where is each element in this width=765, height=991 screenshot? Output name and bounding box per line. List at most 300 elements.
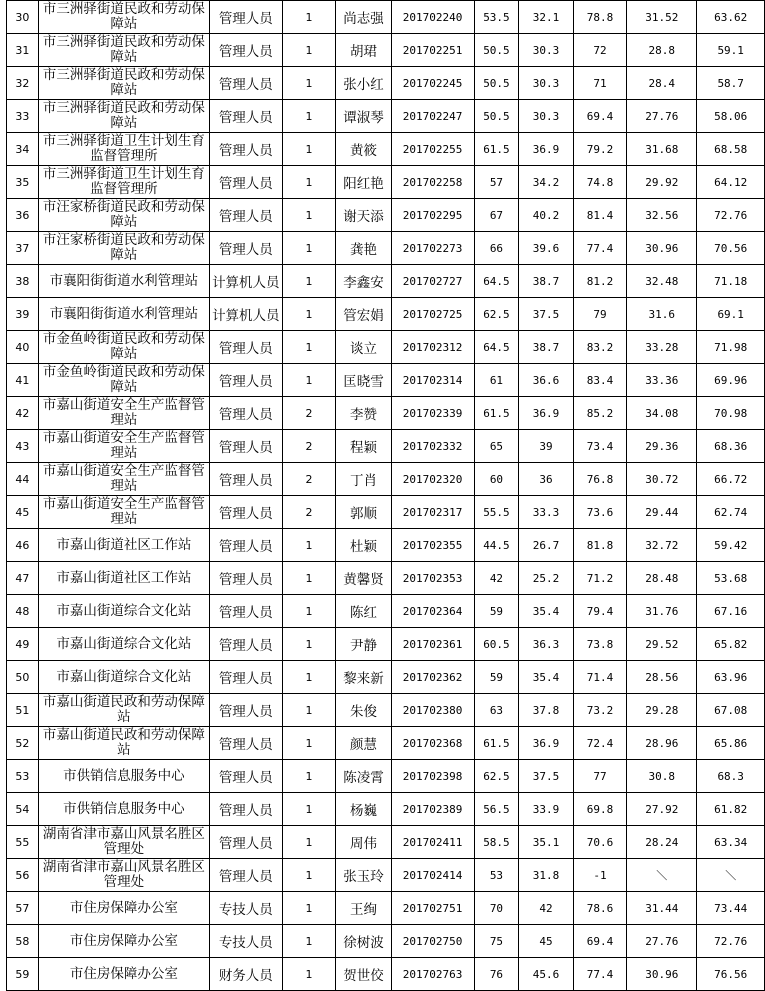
total-score: 70.56: [697, 232, 765, 265]
total-score: 63.62: [697, 1, 765, 34]
table-row: [7, 430, 765, 463]
written-weighted: 26.7: [519, 529, 573, 562]
interview-weighted: 34.08: [627, 397, 697, 430]
candidate-name: 张玉玲: [336, 859, 391, 892]
ticket-number: 201702258: [391, 166, 474, 199]
post-name: 计算机人员: [210, 298, 282, 331]
candidate-name: 郭顺: [336, 496, 391, 529]
candidate-name: 李赞: [336, 397, 391, 430]
written-weighted: 35.4: [519, 595, 573, 628]
ticket-number: 201702750: [391, 925, 474, 958]
interview-score: 73.2: [573, 694, 627, 727]
row-number: 48: [7, 595, 39, 628]
table-row: [7, 67, 765, 100]
interview-weighted: 28.48: [627, 562, 697, 595]
interview-weighted: 33.36: [627, 364, 697, 397]
total-score: 71.98: [697, 331, 765, 364]
ticket-number: 201702353: [391, 562, 474, 595]
candidate-name: 张小红: [336, 67, 391, 100]
total-score: 68.36: [697, 430, 765, 463]
interview-score: 79.4: [573, 595, 627, 628]
table-row: [7, 760, 765, 793]
row-number: 54: [7, 793, 39, 826]
row-number: 51: [7, 694, 39, 727]
written-score: 60.5: [474, 628, 519, 661]
table-row: [7, 232, 765, 265]
table-row: [7, 958, 765, 991]
written-weighted: 25.2: [519, 562, 573, 595]
ticket-number: 201702251: [391, 34, 474, 67]
written-score: 59: [474, 595, 519, 628]
unit-name: 市三洲驿街道民政和劳动保障站: [38, 34, 209, 67]
interview-score: 78.6: [573, 892, 627, 925]
post-name: 管理人员: [210, 826, 282, 859]
written-score: 65: [474, 430, 519, 463]
row-number: 52: [7, 727, 39, 760]
interview-score: 78.8: [573, 1, 627, 34]
interview-score: 73.4: [573, 430, 627, 463]
post-name: 管理人员: [210, 34, 282, 67]
total-score: 61.82: [697, 793, 765, 826]
ticket-number: 201702314: [391, 364, 474, 397]
unit-name: 市嘉山街道安全生产监督管理站: [38, 496, 209, 529]
total-score: 69.96: [697, 364, 765, 397]
unit-name: 市嘉山街道安全生产监督管理站: [38, 430, 209, 463]
written-score: 50.5: [474, 67, 519, 100]
written-weighted: 36.3: [519, 628, 573, 661]
unit-name: 市三洲驿街道民政和劳动保障站: [38, 1, 209, 34]
ticket-number: 201702411: [391, 826, 474, 859]
interview-score: 81.2: [573, 265, 627, 298]
interview-score: 81.8: [573, 529, 627, 562]
written-score: 63: [474, 694, 519, 727]
candidate-name: 谭淑琴: [336, 100, 391, 133]
interview-score: 71.4: [573, 661, 627, 694]
total-score: 58.06: [697, 100, 765, 133]
unit-name: 市嘉山街道综合文化站: [38, 595, 209, 628]
interview-score: 73.6: [573, 496, 627, 529]
table-row: [7, 1, 765, 34]
interview-score: 69.8: [573, 793, 627, 826]
row-number: 59: [7, 958, 39, 991]
written-weighted: 42: [519, 892, 573, 925]
interview-weighted: 31.52: [627, 1, 697, 34]
table-row: [7, 562, 765, 595]
total-score: 53.68: [697, 562, 765, 595]
table-row: [7, 364, 765, 397]
unit-name: 市嘉山街道综合文化站: [38, 628, 209, 661]
table-row: [7, 166, 765, 199]
written-score: 56.5: [474, 793, 519, 826]
interview-weighted: 28.96: [627, 727, 697, 760]
row-number: 56: [7, 859, 39, 892]
unit-name: 市供销信息服务中心: [38, 760, 209, 793]
ticket-number: 201702332: [391, 430, 474, 463]
post-name: 专技人员: [210, 925, 282, 958]
row-number: 30: [7, 1, 39, 34]
total-score: 68.3: [697, 760, 765, 793]
post-name: 管理人员: [210, 199, 282, 232]
table-row: [7, 529, 765, 562]
unit-name: 市供销信息服务中心: [38, 793, 209, 826]
interview-score: 83.4: [573, 364, 627, 397]
written-weighted: 45.6: [519, 958, 573, 991]
table-row: [7, 331, 765, 364]
written-weighted: 37.5: [519, 298, 573, 331]
written-weighted: 35.4: [519, 661, 573, 694]
unit-name: 市金鱼岭街道民政和劳动保障站: [38, 364, 209, 397]
interview-score: 74.8: [573, 166, 627, 199]
recruit-plan: 1: [282, 232, 336, 265]
written-score: 50.5: [474, 34, 519, 67]
unit-name: 市汪家桥街道民政和劳动保障站: [38, 199, 209, 232]
interview-score: 73.8: [573, 628, 627, 661]
total-score: 67.16: [697, 595, 765, 628]
interview-weighted: 28.56: [627, 661, 697, 694]
interview-weighted: 33.28: [627, 331, 697, 364]
recruit-plan: 1: [282, 265, 336, 298]
total-score: 76.56: [697, 958, 765, 991]
interview-weighted: 27.76: [627, 925, 697, 958]
row-number: 42: [7, 397, 39, 430]
unit-name: 市嘉山街道综合文化站: [38, 661, 209, 694]
interview-weighted: 32.72: [627, 529, 697, 562]
table-row: [7, 265, 765, 298]
interview-weighted: 29.44: [627, 496, 697, 529]
written-score: 58.5: [474, 826, 519, 859]
ticket-number: 201702727: [391, 265, 474, 298]
table-row: [7, 694, 765, 727]
table-row: [7, 793, 765, 826]
written-weighted: 38.7: [519, 331, 573, 364]
written-weighted: 33.9: [519, 793, 573, 826]
table-body: [7, 1, 765, 991]
written-score: 62.5: [474, 760, 519, 793]
recruit-plan: 1: [282, 364, 336, 397]
recruit-plan: 1: [282, 298, 336, 331]
candidate-name: 朱俊: [336, 694, 391, 727]
ticket-number: 201702389: [391, 793, 474, 826]
table-row: [7, 595, 765, 628]
row-number: 53: [7, 760, 39, 793]
recruit-plan: 1: [282, 760, 336, 793]
row-number: 43: [7, 430, 39, 463]
interview-score: -1: [573, 859, 627, 892]
recruit-plan: 1: [282, 727, 336, 760]
post-name: 管理人员: [210, 562, 282, 595]
candidate-name: 匡晓雪: [336, 364, 391, 397]
interview-weighted: 31.76: [627, 595, 697, 628]
row-number: 32: [7, 67, 39, 100]
written-score: 50.5: [474, 100, 519, 133]
written-weighted: 36.9: [519, 397, 573, 430]
interview-weighted: 28.8: [627, 34, 697, 67]
candidate-name: 黄筱: [336, 133, 391, 166]
written-weighted: 36.9: [519, 727, 573, 760]
post-name: 财务人员: [210, 958, 282, 991]
row-number: 37: [7, 232, 39, 265]
candidate-name: 黄馨贤: [336, 562, 391, 595]
interview-weighted: 31.44: [627, 892, 697, 925]
post-name: 管理人员: [210, 793, 282, 826]
written-weighted: 30.3: [519, 34, 573, 67]
recruit-plan: 1: [282, 859, 336, 892]
recruit-plan: 1: [282, 1, 336, 34]
post-name: 管理人员: [210, 232, 282, 265]
written-weighted: 31.8: [519, 859, 573, 892]
interview-score: 70.6: [573, 826, 627, 859]
written-score: 53: [474, 859, 519, 892]
written-weighted: 33.3: [519, 496, 573, 529]
written-weighted: 32.1: [519, 1, 573, 34]
interview-score: 77.4: [573, 958, 627, 991]
interview-score: 69.4: [573, 925, 627, 958]
recruit-plan: 1: [282, 67, 336, 100]
post-name: 管理人员: [210, 67, 282, 100]
recruit-plan: 1: [282, 562, 336, 595]
interview-weighted: 32.48: [627, 265, 697, 298]
unit-name: 市嘉山街道安全生产监督管理站: [38, 397, 209, 430]
recruit-plan: 1: [282, 958, 336, 991]
interview-weighted: 30.8: [627, 760, 697, 793]
written-weighted: 36: [519, 463, 573, 496]
written-weighted: 35.1: [519, 826, 573, 859]
table-row: [7, 496, 765, 529]
written-score: 57: [474, 166, 519, 199]
written-weighted: 36.6: [519, 364, 573, 397]
ticket-number: 201702364: [391, 595, 474, 628]
table-row: [7, 727, 765, 760]
interview-weighted: 28.4: [627, 67, 697, 100]
written-weighted: 30.3: [519, 100, 573, 133]
interview-weighted: 28.24: [627, 826, 697, 859]
written-weighted: 38.7: [519, 265, 573, 298]
candidate-name: 龚艳: [336, 232, 391, 265]
interview-score: 83.2: [573, 331, 627, 364]
recruit-plan: 2: [282, 397, 336, 430]
written-score: 75: [474, 925, 519, 958]
interview-weighted: ＼: [627, 859, 697, 892]
post-name: 管理人员: [210, 628, 282, 661]
row-number: 40: [7, 331, 39, 364]
interview-score: 79: [573, 298, 627, 331]
candidate-name: 徐树波: [336, 925, 391, 958]
interview-score: 77: [573, 760, 627, 793]
recruit-plan: 1: [282, 133, 336, 166]
written-score: 66: [474, 232, 519, 265]
unit-name: 湖南省津市嘉山风景名胜区管理处: [38, 826, 209, 859]
candidate-name: 颜慧: [336, 727, 391, 760]
row-number: 31: [7, 34, 39, 67]
ticket-number: 201702247: [391, 100, 474, 133]
candidate-name: 杨巍: [336, 793, 391, 826]
candidate-name: 李鑫安: [336, 265, 391, 298]
unit-name: 市汪家桥街道民政和劳动保障站: [38, 232, 209, 265]
total-score: 58.7: [697, 67, 765, 100]
total-score: 67.08: [697, 694, 765, 727]
written-score: 64.5: [474, 265, 519, 298]
total-score: 71.18: [697, 265, 765, 298]
table-row: [7, 397, 765, 430]
ticket-number: 201702368: [391, 727, 474, 760]
interview-weighted: 29.28: [627, 694, 697, 727]
table-row: [7, 133, 765, 166]
written-score: 61: [474, 364, 519, 397]
row-number: 57: [7, 892, 39, 925]
total-score: 72.76: [697, 199, 765, 232]
ticket-number: 201702380: [391, 694, 474, 727]
row-number: 38: [7, 265, 39, 298]
ticket-number: 201702362: [391, 661, 474, 694]
ticket-number: 201702751: [391, 892, 474, 925]
interview-score: 77.4: [573, 232, 627, 265]
recruit-plan: 1: [282, 892, 336, 925]
post-name: 管理人员: [210, 694, 282, 727]
row-number: 34: [7, 133, 39, 166]
written-score: 55.5: [474, 496, 519, 529]
candidate-name: 程颖: [336, 430, 391, 463]
table-row: [7, 34, 765, 67]
unit-name: 市嘉山街道民政和劳动保障站: [38, 727, 209, 760]
unit-name: 市嘉山街道民政和劳动保障站: [38, 694, 209, 727]
candidate-name: 周伟: [336, 826, 391, 859]
row-number: 33: [7, 100, 39, 133]
written-score: 59: [474, 661, 519, 694]
candidate-name: 黎来新: [336, 661, 391, 694]
ticket-number: 201702320: [391, 463, 474, 496]
post-name: 管理人员: [210, 1, 282, 34]
post-name: 管理人员: [210, 430, 282, 463]
candidate-name: 管宏娟: [336, 298, 391, 331]
total-score: 68.58: [697, 133, 765, 166]
recruit-plan: 1: [282, 661, 336, 694]
interview-weighted: 27.76: [627, 100, 697, 133]
interview-score: 71.2: [573, 562, 627, 595]
written-score: 61.5: [474, 133, 519, 166]
row-number: 45: [7, 496, 39, 529]
unit-name: 市住房保障办公室: [38, 925, 209, 958]
recruit-plan: 1: [282, 199, 336, 232]
recruit-plan: 1: [282, 628, 336, 661]
total-score: 69.1: [697, 298, 765, 331]
candidate-name: 谈立: [336, 331, 391, 364]
recruit-plan: 1: [282, 793, 336, 826]
interview-weighted: 32.56: [627, 199, 697, 232]
total-score: ＼: [697, 859, 765, 892]
candidate-name: 杜颖: [336, 529, 391, 562]
candidate-name: 阳红艳: [336, 166, 391, 199]
post-name: 管理人员: [210, 364, 282, 397]
table-row: [7, 826, 765, 859]
candidate-name: 陈凌霄: [336, 760, 391, 793]
ticket-number: 201702763: [391, 958, 474, 991]
interview-score: 69.4: [573, 100, 627, 133]
post-name: 管理人员: [210, 661, 282, 694]
row-number: 41: [7, 364, 39, 397]
recruit-plan: 2: [282, 496, 336, 529]
ticket-number: 201702361: [391, 628, 474, 661]
table-row: [7, 892, 765, 925]
total-score: 63.34: [697, 826, 765, 859]
post-name: 管理人员: [210, 859, 282, 892]
post-name: 管理人员: [210, 595, 282, 628]
candidate-name: 尚志强: [336, 1, 391, 34]
total-score: 73.44: [697, 892, 765, 925]
written-score: 42: [474, 562, 519, 595]
written-score: 61.5: [474, 397, 519, 430]
unit-name: 市襄阳街街道水利管理站: [38, 298, 209, 331]
post-name: 管理人员: [210, 100, 282, 133]
row-number: 58: [7, 925, 39, 958]
written-score: 44.5: [474, 529, 519, 562]
candidate-name: 谢天添: [336, 199, 391, 232]
written-weighted: 34.2: [519, 166, 573, 199]
candidate-name: 贺世佼: [336, 958, 391, 991]
candidate-name: 胡珺: [336, 34, 391, 67]
unit-name: 市三洲驿街道民政和劳动保障站: [38, 67, 209, 100]
recruit-plan: 2: [282, 463, 336, 496]
table-row: [7, 925, 765, 958]
interview-weighted: 31.6: [627, 298, 697, 331]
total-score: 65.86: [697, 727, 765, 760]
post-name: 管理人员: [210, 166, 282, 199]
total-score: 72.76: [697, 925, 765, 958]
recruit-plan: 1: [282, 331, 336, 364]
written-weighted: 37.8: [519, 694, 573, 727]
post-name: 管理人员: [210, 496, 282, 529]
ticket-number: 201702295: [391, 199, 474, 232]
written-weighted: 39.6: [519, 232, 573, 265]
row-number: 49: [7, 628, 39, 661]
written-score: 64.5: [474, 331, 519, 364]
recruit-plan: 2: [282, 430, 336, 463]
interview-score: 85.2: [573, 397, 627, 430]
total-score: 66.72: [697, 463, 765, 496]
recruit-plan: 1: [282, 34, 336, 67]
unit-name: 市三洲驿街道民政和劳动保障站: [38, 100, 209, 133]
candidate-name: 丁肖: [336, 463, 391, 496]
interview-score: 81.4: [573, 199, 627, 232]
ticket-number: 201702398: [391, 760, 474, 793]
candidate-name: 王绚: [336, 892, 391, 925]
row-number: 55: [7, 826, 39, 859]
written-score: 60: [474, 463, 519, 496]
ticket-number: 201702273: [391, 232, 474, 265]
written-score: 76: [474, 958, 519, 991]
results-table: [6, 0, 765, 991]
interview-weighted: 29.52: [627, 628, 697, 661]
interview-weighted: 27.92: [627, 793, 697, 826]
row-number: 50: [7, 661, 39, 694]
ticket-number: 201702312: [391, 331, 474, 364]
recruit-plan: 1: [282, 694, 336, 727]
row-number: 44: [7, 463, 39, 496]
unit-name: 市三洲驿街道卫生计划生育监督管理所: [38, 166, 209, 199]
written-weighted: 39: [519, 430, 573, 463]
post-name: 管理人员: [210, 397, 282, 430]
post-name: 管理人员: [210, 463, 282, 496]
interview-weighted: 29.36: [627, 430, 697, 463]
post-name: 专技人员: [210, 892, 282, 925]
post-name: 计算机人员: [210, 265, 282, 298]
total-score: 59.1: [697, 34, 765, 67]
interview-weighted: 30.72: [627, 463, 697, 496]
interview-score: 79.2: [573, 133, 627, 166]
interview-score: 72: [573, 34, 627, 67]
written-score: 61.5: [474, 727, 519, 760]
row-number: 39: [7, 298, 39, 331]
table-row: [7, 100, 765, 133]
